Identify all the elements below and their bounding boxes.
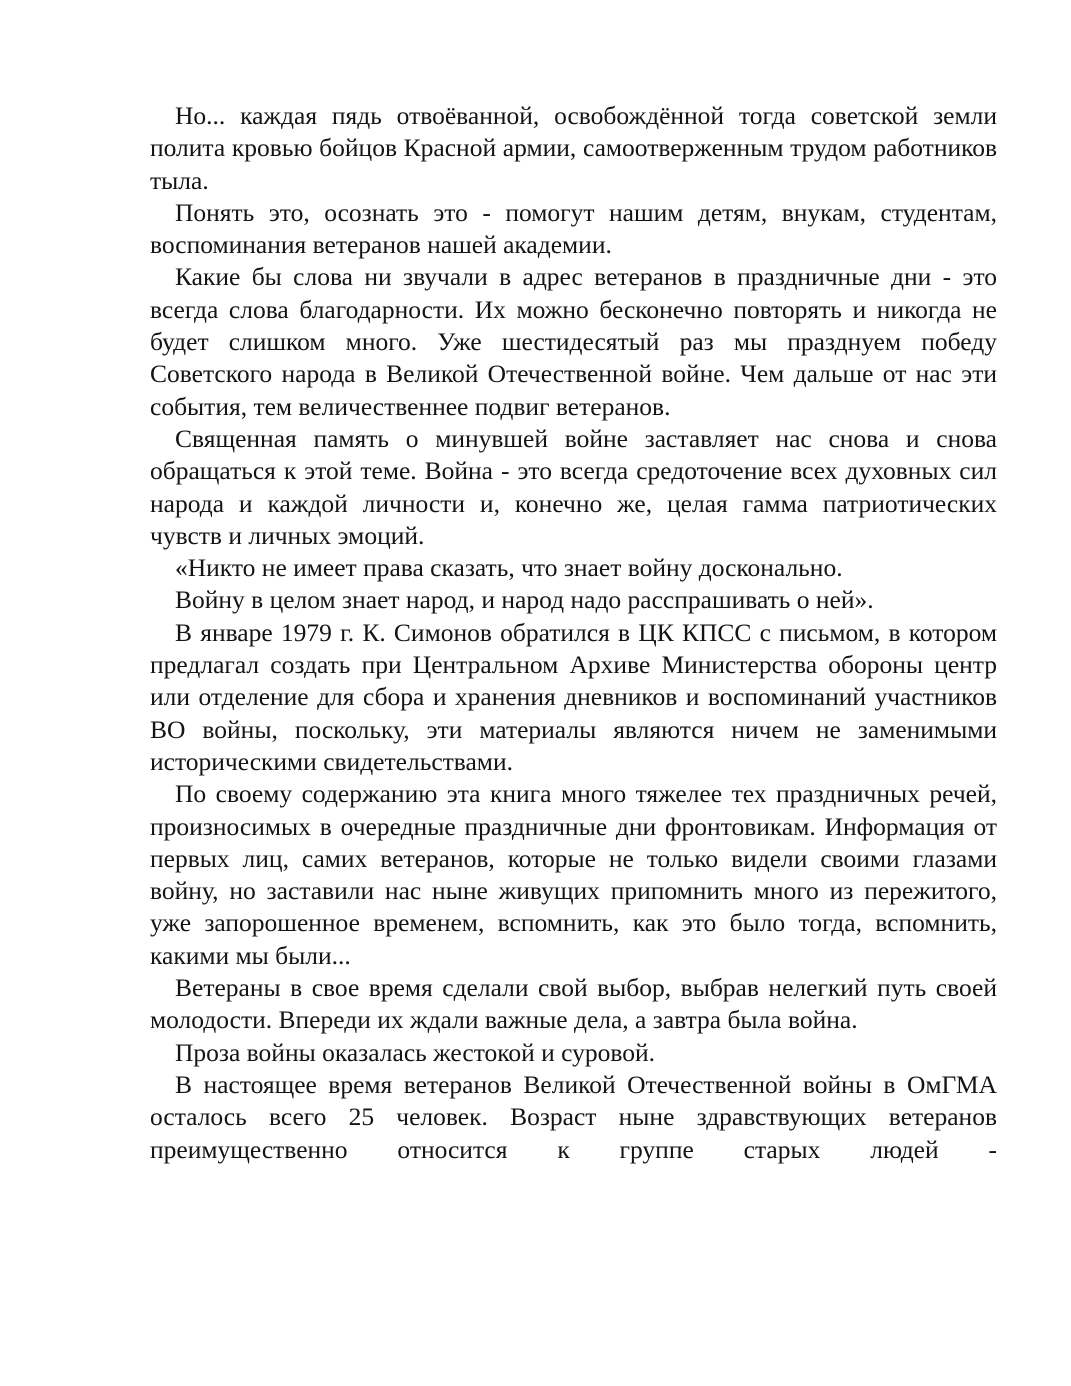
paragraph: Какие бы слова ни звучали в адрес ветеранов в праздничные дни - это всегда слова благодарности. Их можно бесконечно повторять и никогда не будет слишком много. Уже шестидесятый раз мы празднуем победу Советского народа в Великой Отечественной войне. Чем дальше от нас эти события, тем величественнее подвиг ветеранов. (150, 262, 997, 421)
document-page (150, 100, 997, 1166)
paragraph: Но... каждая пядь отвоёванной, освобождённой тогда советской земли полита кровью бойцов Красной армии, самоотверженным трудом работников тыла. (150, 101, 997, 195)
paragraph: Священная память о минувшей войне заставляет нас снова и снова обращаться к этой теме. Война - это всегда средоточение всех духовных сил народа и каждой личности и, конечно же, целая гамма патриотических чувств и личных эмоций. (150, 423, 997, 550)
paragraph: Проза войны оказалась жестокой и суровой. (175, 1037, 656, 1067)
paragraph: Понять это, осознать это - помогут нашим детям, внукам, студентам, воспоминания ветеранов нашей академии. (150, 197, 997, 260)
paragraph: В январе 1979 г. К. Симонов обратился в ЦК КПСС с письмом, в котором предлагал создать при Центральном Архиве Министерства обороны центр или отделение для сбора и хранения дневников и воспоминаний участников ВО войны, поскольку, эти материалы являются ничем не заменимыми историческими свидетельствами. (150, 617, 997, 776)
paragraph: По своему содержанию эта книга много тяжелее тех праздничных речей, произносимых в очередные праздничные дни фронтовикам. Информация от первых лиц, самих ветеранов, которые не только видели своими глазами войну, но заставили нас ныне живущих припомнить много из пережитого, уже запорошенное временем, вспомнить, как это было тогда, вспомнить, какими мы были... (150, 779, 997, 970)
paragraph: Войну в целом знает народ, и народ надо расспрашивать о ней». (175, 585, 874, 615)
paragraph: «Никто не имеет права сказать, что знает войну досконально. (175, 553, 843, 583)
paragraph: В настоящее время ветеранов Великой Отечественной войны в ОмГМА осталось всего 25 человек. Возраст ныне здравствующих ветеранов преимущественно относится к группе старых людей - (150, 1069, 997, 1164)
paragraph: Ветераны в свое время сделали свой выбор, выбрав нелегкий путь своей молодости. Впереди их ждали важные дела, а завтра была война. (150, 973, 997, 1035)
